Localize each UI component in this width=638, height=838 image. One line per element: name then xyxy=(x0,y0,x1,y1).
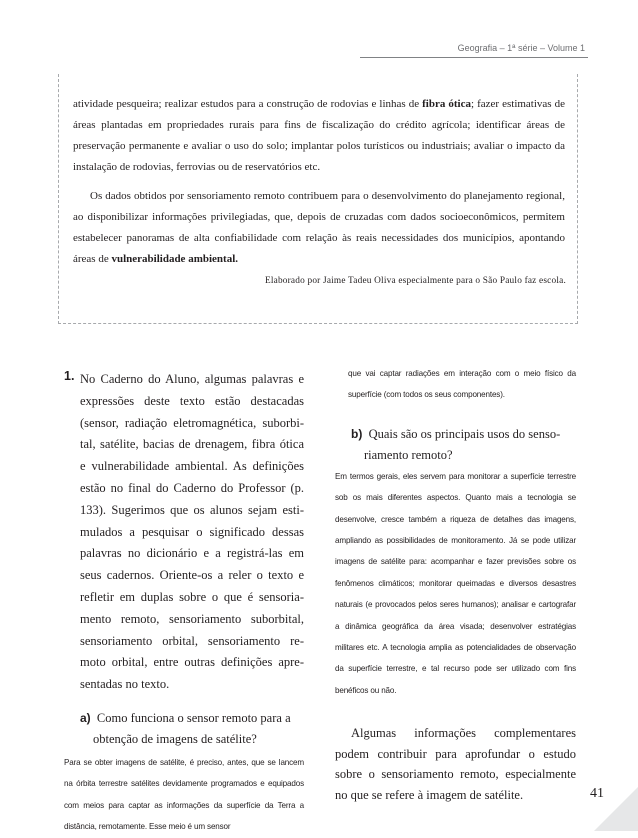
answer-a-continued: que vai captar radiações em interação com o meio físico da superfície (com todos os seus componentes). xyxy=(348,369,576,400)
sub-question-b-label: b) xyxy=(351,426,363,441)
right-column xyxy=(335,369,576,805)
question-1 xyxy=(64,369,304,696)
sub-question-a-text: Como funciona o sensor remoto para a obtenção de imagens de satélite? xyxy=(93,710,291,746)
answer-a: Para se obter imagens de satélite, é preciso, antes, que se lancem na órbita terrestre satélites devidamente programados e equipados com meios para captar as informações da superfície da Terra a distância, remotamente. Esse meio é um sensor xyxy=(64,757,304,832)
running-header: Geografia – 1ª série – Volume 1 xyxy=(457,43,585,53)
box-paragraph-2 xyxy=(73,186,565,270)
question-1-number: 1. xyxy=(64,369,75,383)
sub-question-b-text: Quais são os principais usos do sensoriamento remoto? xyxy=(364,426,561,462)
page-corner-decoration xyxy=(594,787,638,831)
box-paragraph-2-bold-term: vulnerabilidade ambiental. xyxy=(111,253,239,265)
sub-question-b xyxy=(335,424,576,466)
sub-question-a xyxy=(64,708,304,750)
header-rule xyxy=(360,57,588,58)
sub-question-a-label: a) xyxy=(80,710,91,725)
box-paragraph-2-text-a: Os dados obtidos por sensoriamento remoto contribuem para o desenvolvimento do planejamento regional, ao disponibilizar informações privilegiadas, que, depois de cruzadas com dados socioeconômicos, permitem estabelecer panoramas de alta confiabilidade com relação às reais necessidades dos municípios, apontando áreas de xyxy=(73,190,565,265)
question-1-text: No Caderno do Aluno, algumas palavras e expressões deste texto estão destacadas (sensor, radiação eletromagnética, suborbital, satélite, bacias de drenagem, fibra ótica e vulnerabilidade ambiental. As definições estão no final do Caderno do Professor (p. 133). Sugerimos que os alunos sejam estimulados a pesquisar o significado dessas palavras no dicionário e a registrá-las em seus cadernos. Oriente-os a reler o texto e refletir em duplas sobre o que é sensoriamento remoto, sensoriamento suborbital, sensoriamento orbital, sensoriamento remoto orbital, entre outras definições apresentadas no texto. xyxy=(80,372,304,692)
box-paragraph-1-text-b: ; fazer estimativas de áreas plantadas em propriedades rurais para fins de fiscalização do crédito agrícola; identificar áreas de preservação permanente e avaliar o uso do solo; implantar polos turísticos ou industriais; avaliar o impacto da instalação de rodovias, ferrovias ou de reservatórios etc. xyxy=(73,98,565,173)
box-paragraph-1-text-a: atividade pesqueira; realizar estudos para a construção de rodovias e linhas de xyxy=(73,98,423,110)
left-column xyxy=(64,369,304,838)
answer-b: Em termos gerais, eles servem para monitorar a superfície terrestre sob os mais diferentes aspectos. Quanto mais a tecnologia se desenvolve, cresce também a riqueza de detalhes das imagens, ampliando as possibilidades de monitoramento. Já se pode utilizar imagens de satélite para: acompanhar e fazer previsões sobre os fenômenos climáticos; monitorar queimadas e diversos desastres naturais (e provocados pelos seres humanos); analisar e cartografar a dinâmica geográfica da área visada; desenvolver estratégias militares etc. A tecnologia amplia as potencialidades de observação da superfície terrestre, e tal recurso pode ser utilizado com fins benéficos ou não. xyxy=(335,471,576,695)
page-number: 41 xyxy=(590,786,604,801)
box-paragraph-1 xyxy=(73,94,565,178)
box-credit: Elaborado por Jaime Tadeu Oliva especialmente para o São Paulo faz escola. xyxy=(264,276,566,286)
closing-paragraph: Algumas informações complementares podem contribuir para aprofundar o estudo sobre o sensoriamento remoto, especialmente no que se refere à imagem de satélite. xyxy=(335,726,576,802)
box-paragraph-1-bold-term: fibra ótica xyxy=(422,98,471,110)
